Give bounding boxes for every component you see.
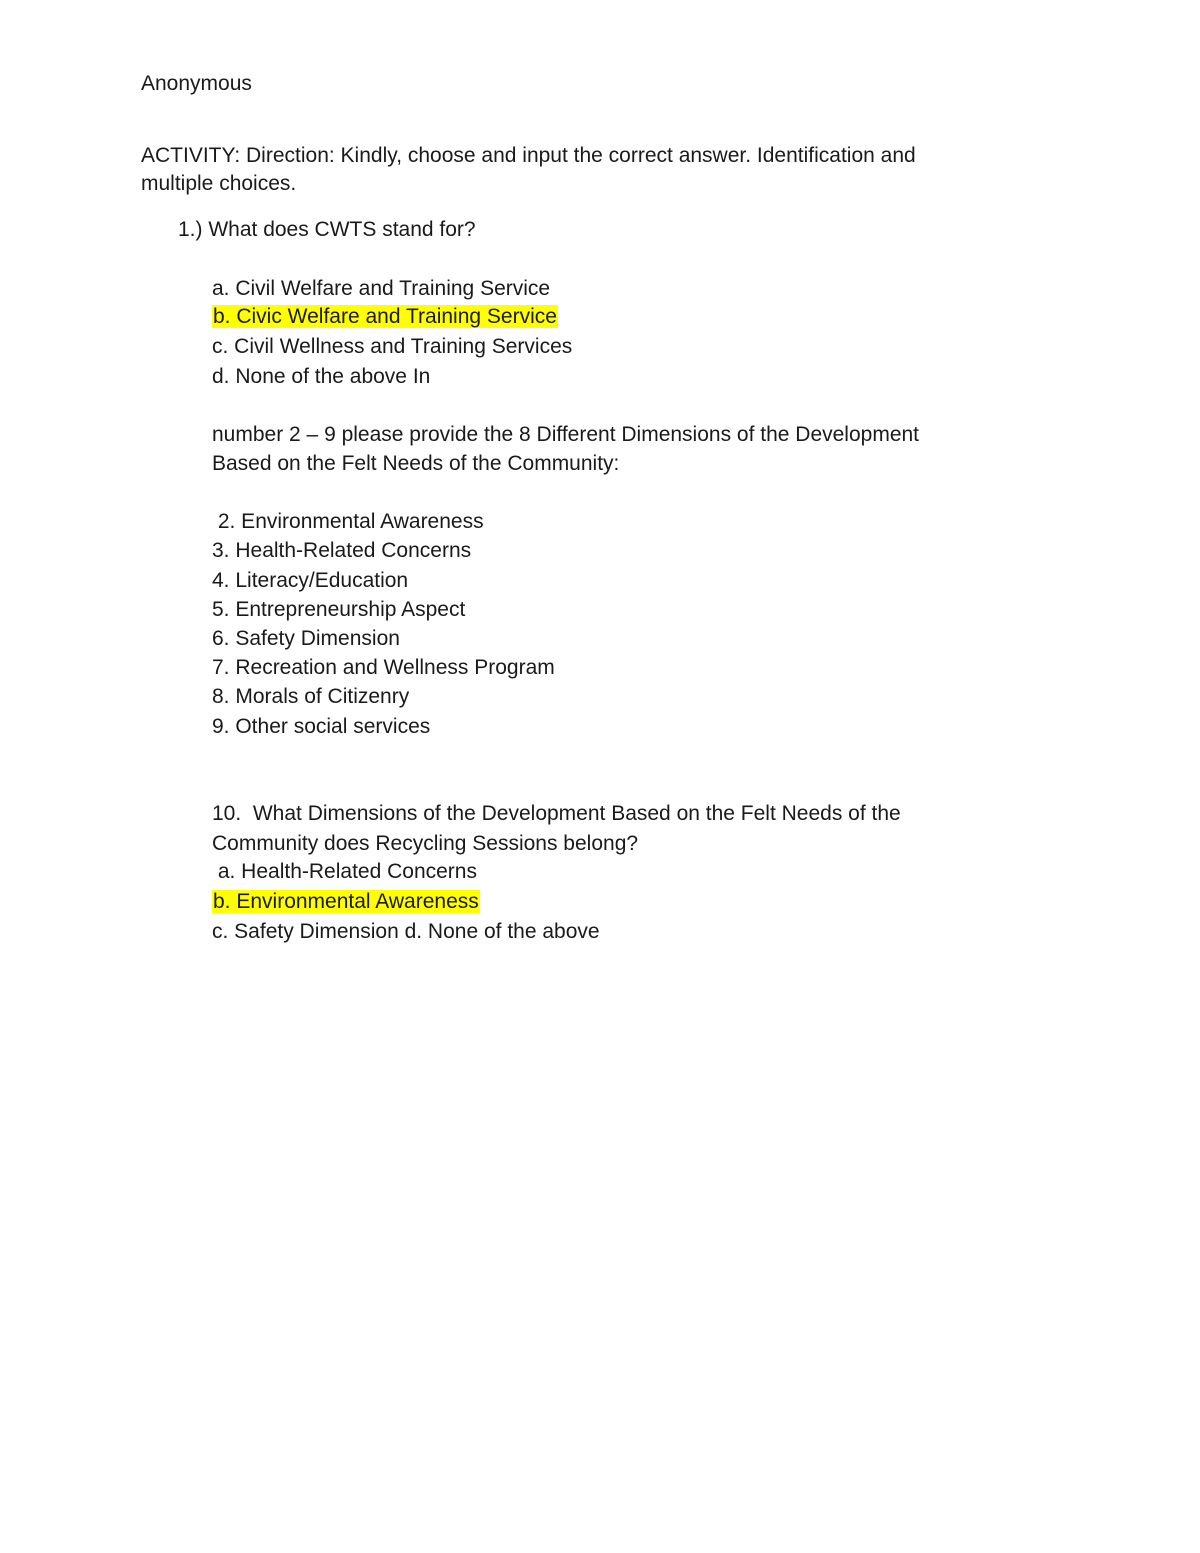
q1-option-c: c. Civil Wellness and Training Services [212,335,573,358]
q10-option-c-d: c. Safety Dimension d. None of the above [212,920,600,943]
q1-option-d: d. None of the above In [212,365,431,388]
question-10-line-2: Community does Recycling Sessions belong? [212,832,639,855]
instructions-line-2: multiple choices. [141,172,297,195]
dimension-item: 2. Environmental Awareness [212,510,484,533]
q10-option-b [212,889,480,915]
dimension-item: 9. Other social services [212,715,431,738]
dimension-item: 3. Health-Related Concerns [212,539,472,562]
dimension-item: 5. Entrepreneurship Aspect [212,598,466,621]
q1-option-b [212,304,558,330]
dimension-item: 8. Morals of Citizenry [212,685,410,708]
dimension-item: 4. Literacy/Education [212,569,409,592]
answer-highlight: b. Civic Welfare and Training Service [213,305,557,328]
dimension-item: 7. Recreation and Wellness Program [212,656,555,679]
q10-option-a: a. Health-Related Concerns [212,860,477,883]
instructions-line-1: ACTIVITY: Direction: Kindly, choose and input the correct answer. Identification and [141,144,916,167]
question-10-line-1: 10. What Dimensions of the Development Based on the Felt Needs of the [212,802,901,825]
question-1: 1.) What does CWTS stand for? [178,218,476,241]
author-name: Anonymous [141,72,252,95]
dimensions-prompt-line-1: number 2 – 9 please provide the 8 Different Dimensions of the Development [212,423,920,446]
q1-option-a: a. Civil Welfare and Training Service [212,277,551,300]
answer-highlight: b. Environmental Awareness [213,890,479,913]
dimensions-prompt-line-2: Based on the Felt Needs of the Community: [212,452,620,475]
dimension-item: 6. Safety Dimension [212,627,400,650]
